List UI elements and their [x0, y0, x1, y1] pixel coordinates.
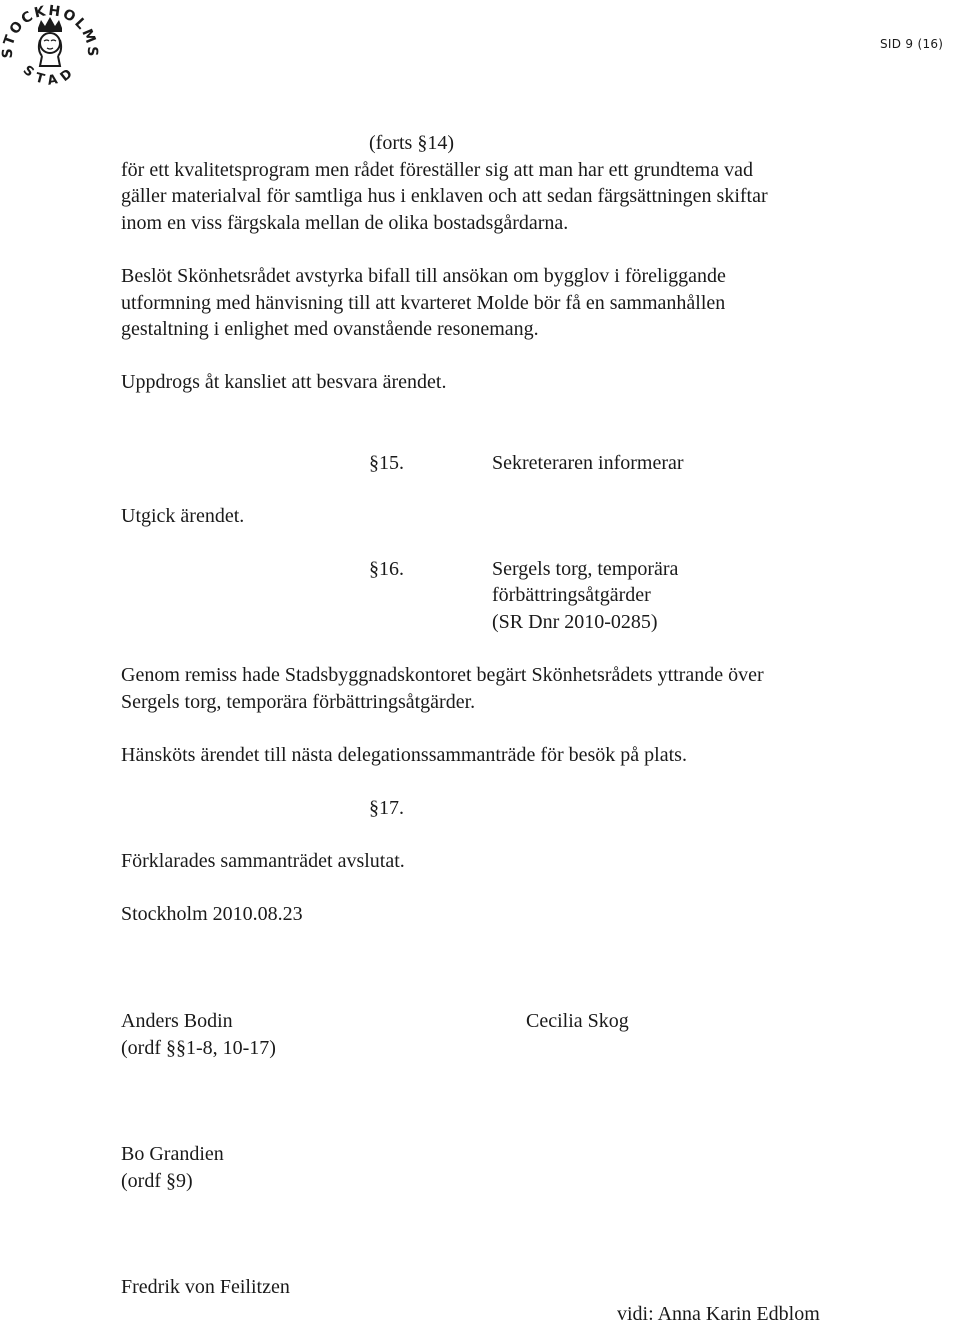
paragraph1-line1: för ett kvalitetsprogram men rådet föreställer sig att man har ett grundtema vad: [121, 159, 753, 181]
section15-number: §15.: [369, 452, 404, 474]
svg-text:STOCKHOLMS: STOCKHOLMS: [0, 2, 100, 59]
svg-text:STAD: STAD: [19, 62, 81, 89]
signature-name-cecilia-skog: Cecilia Skog: [526, 1010, 629, 1032]
signature-name-fredrik-von-feilitzen: Fredrik von Feilitzen: [121, 1276, 290, 1298]
stockholms-stad-logo: [0, 0, 100, 100]
section16-body1-line1: Genom remiss hade Stadsbyggnadskontoret begärt Skönhetsrådets yttrande över: [121, 664, 764, 686]
paragraph1-line2: gäller materialval för samtliga hus i enklaven och att sedan färgsättningen skiftar: [121, 185, 768, 207]
paragraph1-line3: inom en viss färgskala mellan de olika bostadsgårdarna.: [121, 212, 569, 234]
continuation-heading: (forts §14): [369, 132, 454, 154]
page-number: SID 9 (16): [880, 37, 944, 51]
section16-title-line2: förbättringsåtgärder: [492, 584, 651, 606]
section16-number: §16.: [369, 558, 404, 580]
signature-name-bo-grandien: Bo Grandien: [121, 1143, 224, 1165]
section15-title: Sekreteraren informerar: [492, 452, 684, 474]
attestation: vidi: Anna Karin Edblom: [617, 1303, 820, 1325]
paragraph2-line3: gestaltning i enlighet med ovanstående resonemang.: [121, 318, 539, 340]
signature-role-bo-grandien: (ordf §9): [121, 1170, 193, 1192]
signature-role-anders-bodin: (ordf §§1-8, 10-17): [121, 1037, 276, 1059]
paragraph3: Uppdrogs åt kansliet att besvara ärendet.: [121, 371, 447, 393]
section16-title-line1: Sergels torg, temporära: [492, 558, 679, 580]
section16-title-line3: (SR Dnr 2010-0285): [492, 611, 658, 633]
paragraph2-line1: Beslöt Skönhetsrådet avstyrka bifall till ansökan om bygglov i föreliggande: [121, 265, 726, 287]
paragraph2-line2: utformning med hänvisning till att kvarteret Molde bör få en sammanhållen: [121, 292, 726, 314]
place-date: Stockholm 2010.08.23: [121, 903, 303, 925]
section16-body2: Hänsköts ärendet till nästa delegationssammanträde för besök på plats.: [121, 744, 687, 766]
signature-name-anders-bodin: Anders Bodin: [121, 1010, 233, 1032]
section17-body: Förklarades sammanträdet avslutat.: [121, 850, 405, 872]
section15-body: Utgick ärendet.: [121, 505, 245, 527]
section17-number: §17.: [369, 797, 404, 819]
section16-body1-line2: Sergels torg, temporära förbättringsåtgärder.: [121, 691, 476, 713]
